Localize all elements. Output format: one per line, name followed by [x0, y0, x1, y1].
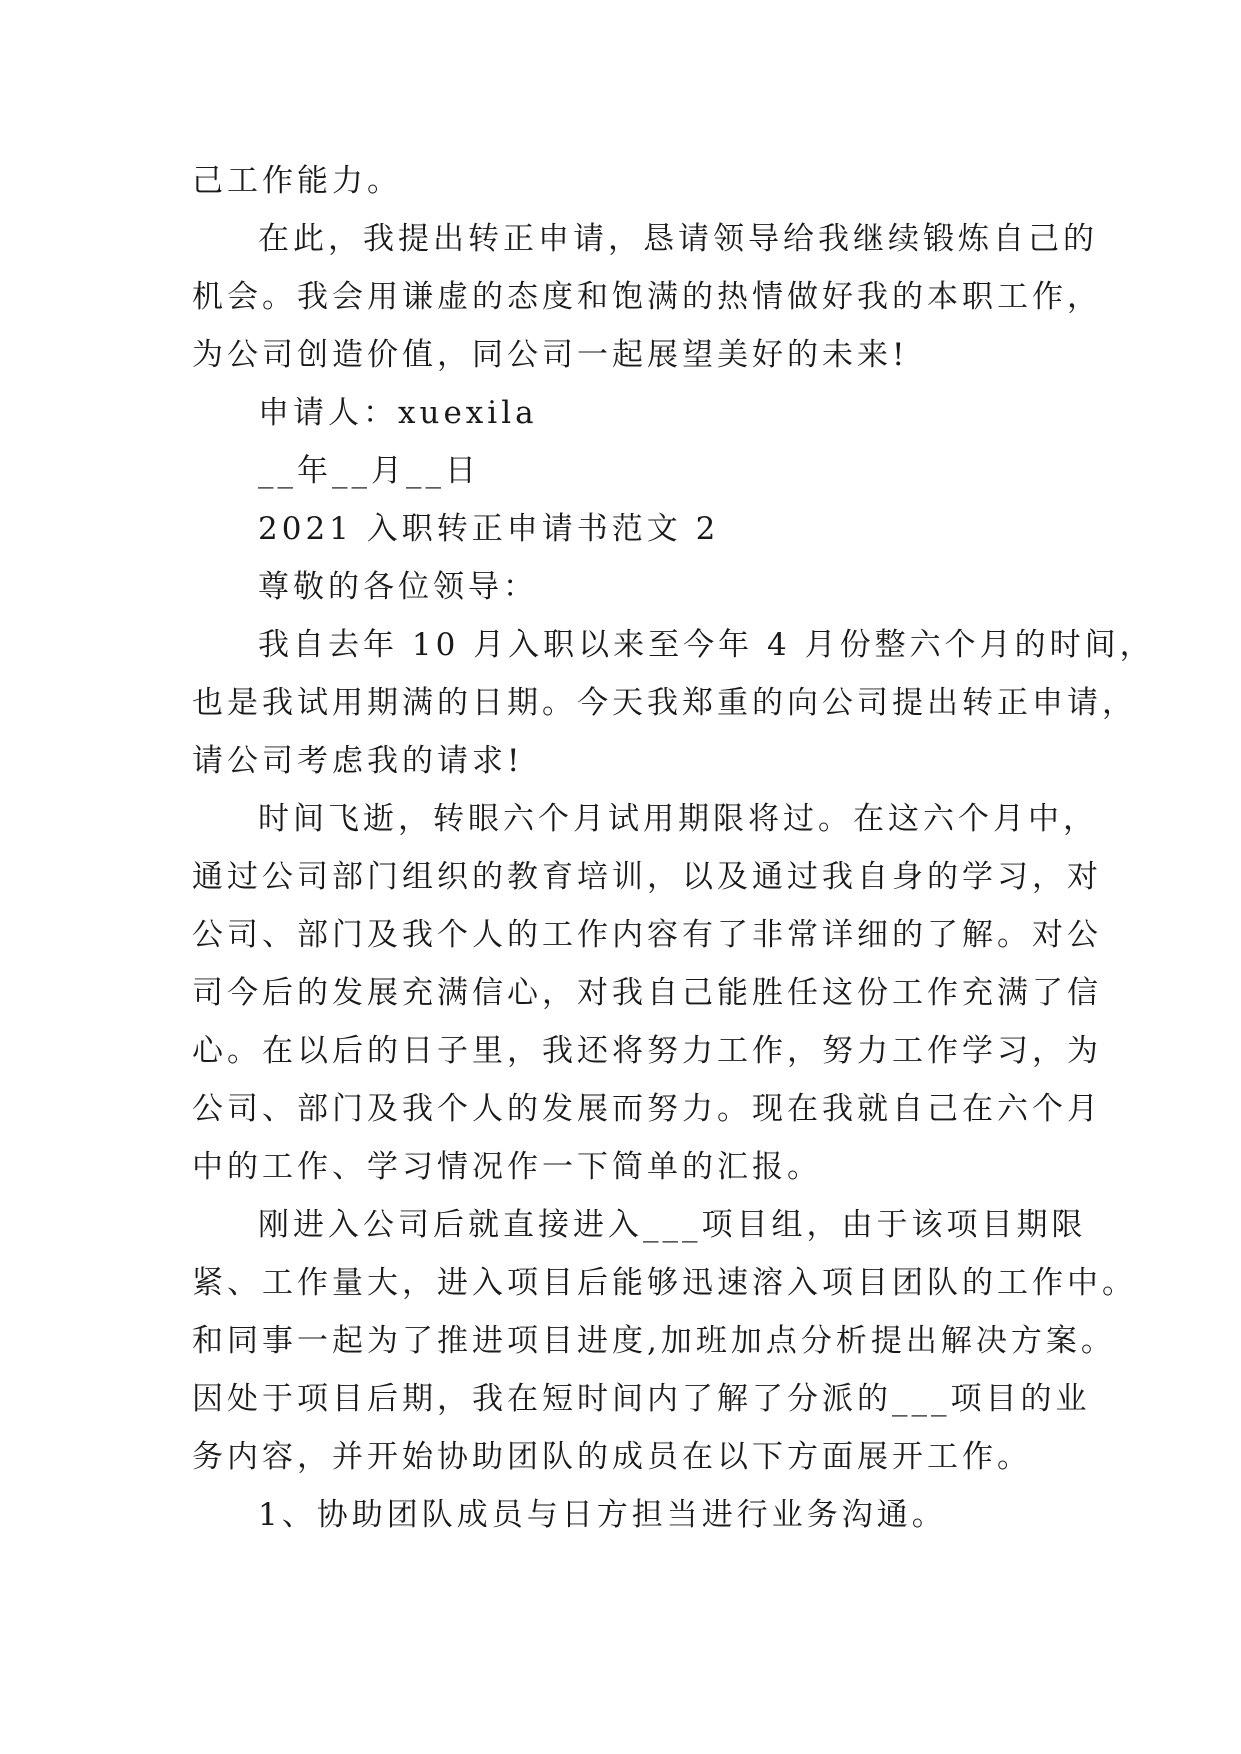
- section-title: 2021 入职转正申请书范文 2: [258, 511, 720, 547]
- paragraph-line: 时间飞逝，转眼六个月试用期限将过。在这六个月中，: [258, 801, 1098, 837]
- date-line: __年__月__日: [258, 453, 480, 489]
- text-line: 为公司创造价值，同公司一起展望美好的未来!: [192, 337, 909, 373]
- list-item: 1、协助团队成员与日方担当进行业务沟通。: [258, 1497, 947, 1533]
- text-line: 务内容，并开始协助团队的成员在以下方面展开工作。: [192, 1439, 1032, 1475]
- text-line: 心。在以后的日子里，我还将努力工作，努力工作学习，为: [192, 1033, 1102, 1069]
- text-line: 中的工作、学习情况作一下简单的汇报。: [192, 1149, 822, 1185]
- text-line: 己工作能力。: [192, 163, 402, 199]
- text-line: 公司、部门及我个人的发展而努力。现在我就自己在六个月: [192, 1091, 1102, 1127]
- text-line: 和同事一起为了推进项目进度,加班加点分析提出解决方案。: [192, 1323, 1116, 1359]
- paragraph-line: 在此，我提出转正申请，恳请领导给我继续锻炼自己的: [258, 221, 1098, 257]
- paragraph-line: 刚进入公司后就直接进入___项目组，由于该项目期限: [258, 1207, 1087, 1243]
- salutation: 尊敬的各位领导：: [258, 569, 538, 605]
- text-line: 司今后的发展充满信心，对我自己能胜任这份工作充满了信: [192, 975, 1102, 1011]
- text-line: 公司、部门及我个人的工作内容有了非常详细的了解。对公: [192, 917, 1102, 953]
- applicant-line: 申请人：xuexila: [258, 395, 538, 431]
- text-line: 因处于项目后期，我在短时间内了解了分派的___项目的业: [192, 1381, 1091, 1417]
- paragraph-line: 我自去年 10 月入职以来至今年 4 月份整六个月的时间，: [258, 627, 1155, 663]
- text-line: 机会。我会用谦虚的态度和饱满的热情做好我的本职工作，: [192, 279, 1102, 315]
- text-line: 通过公司部门组织的教育培训，以及通过我自身的学习，对: [192, 859, 1102, 895]
- text-line: 请公司考虑我的请求!: [192, 743, 524, 779]
- document-body: [192, 152, 1155, 1544]
- text-line: 也是我试用期满的日期。今天我郑重的向公司提出转正申请，: [192, 685, 1137, 721]
- text-line: 紧、工作量大，进入项目后能够迅速溶入项目团队的工作中。: [192, 1265, 1137, 1301]
